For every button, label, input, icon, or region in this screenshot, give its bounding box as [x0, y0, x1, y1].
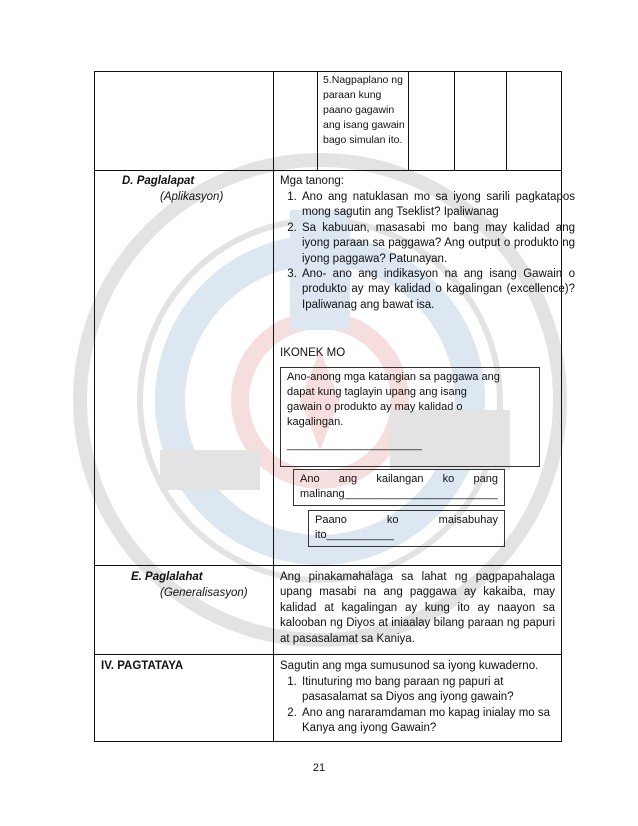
ikonek-box-2-text: Ano ang kailangan ko pang malinang_________________________	[300, 473, 498, 500]
ikonek-box-3	[308, 510, 505, 547]
section-e-title: E. Paglalahat	[131, 571, 203, 583]
ikonek-box-1-text: Ano-anong mga katangian sa paggawa ang dapat kung taglayin upang ang isang gawain o produkto ay may kalidad o kagalingan.	[287, 371, 500, 428]
section-d-subtitle: (Aplikasyon)	[160, 191, 224, 203]
section-iv-question: 2. Ano ang nararamdaman mo kapag inialay mo sa Kanya ang iyong Gawain?	[300, 706, 570, 737]
page-number: 21	[312, 762, 326, 774]
section-iv-intro: Sagutin ang mga sumusunod sa iyong kuwaderno.	[280, 660, 539, 672]
section-d-question: 1. Ano ang natuklasan mo sa iyong sarili pagkatapos mong sagutin ang Tseklist? Ipaliwanag	[300, 190, 575, 221]
ikonek-label: IKONEK MO	[280, 347, 346, 359]
section-e-text: Ang pinakamahalaga sa lahat ng pagpapahalaga upang masabi na ang paggawa ay kakaiba, may kalidad at kagalingan ay kung ito ay naayon sa kalooban ng Diyos at iniaalay bilang paraan ng papuri at pasasalamat sa Kaniya.	[280, 571, 555, 645]
top-row-cell-text: 5.Nagpaplano ng paraan kung paano gagawin ang isang gawain bago simulan ito.	[323, 74, 405, 146]
section-iv-question: 1. Itinuturing mo bang paraan ng papuri at pasasalamat sa Diyos ang iyong gawain?	[300, 675, 570, 706]
ikonek-box-1	[280, 367, 540, 467]
ikonek-box-3-text: Paano ko maisabuhay ito___________	[315, 514, 498, 541]
section-d-question: 3. Ano- ano ang indikasyon na ang isang Gawain o produkto ay may kalidad o kagalingan (excellence)? Ipaliwanag ang bawat isa.	[300, 267, 575, 313]
section-d-title: D. Paglalapat	[122, 175, 195, 187]
section-d-question: 2. Sa kabuuan, masasabi mo bang may kalidad ang iyong paraan sa paggawa? Ang output o produkto ng iyong paggawa? Patunayan.	[300, 221, 575, 267]
section-d-intro: Mga tanong:	[280, 175, 344, 187]
section-e-subtitle: (Generalisasyon)	[160, 587, 248, 599]
section-d-questions	[280, 190, 575, 313]
section-iv-title: IV. PAGTATAYA	[101, 660, 184, 672]
section-iv-questions	[280, 675, 570, 737]
ikonek-box-1-line: ______________________	[287, 439, 422, 451]
ikonek-box-2	[293, 469, 505, 506]
